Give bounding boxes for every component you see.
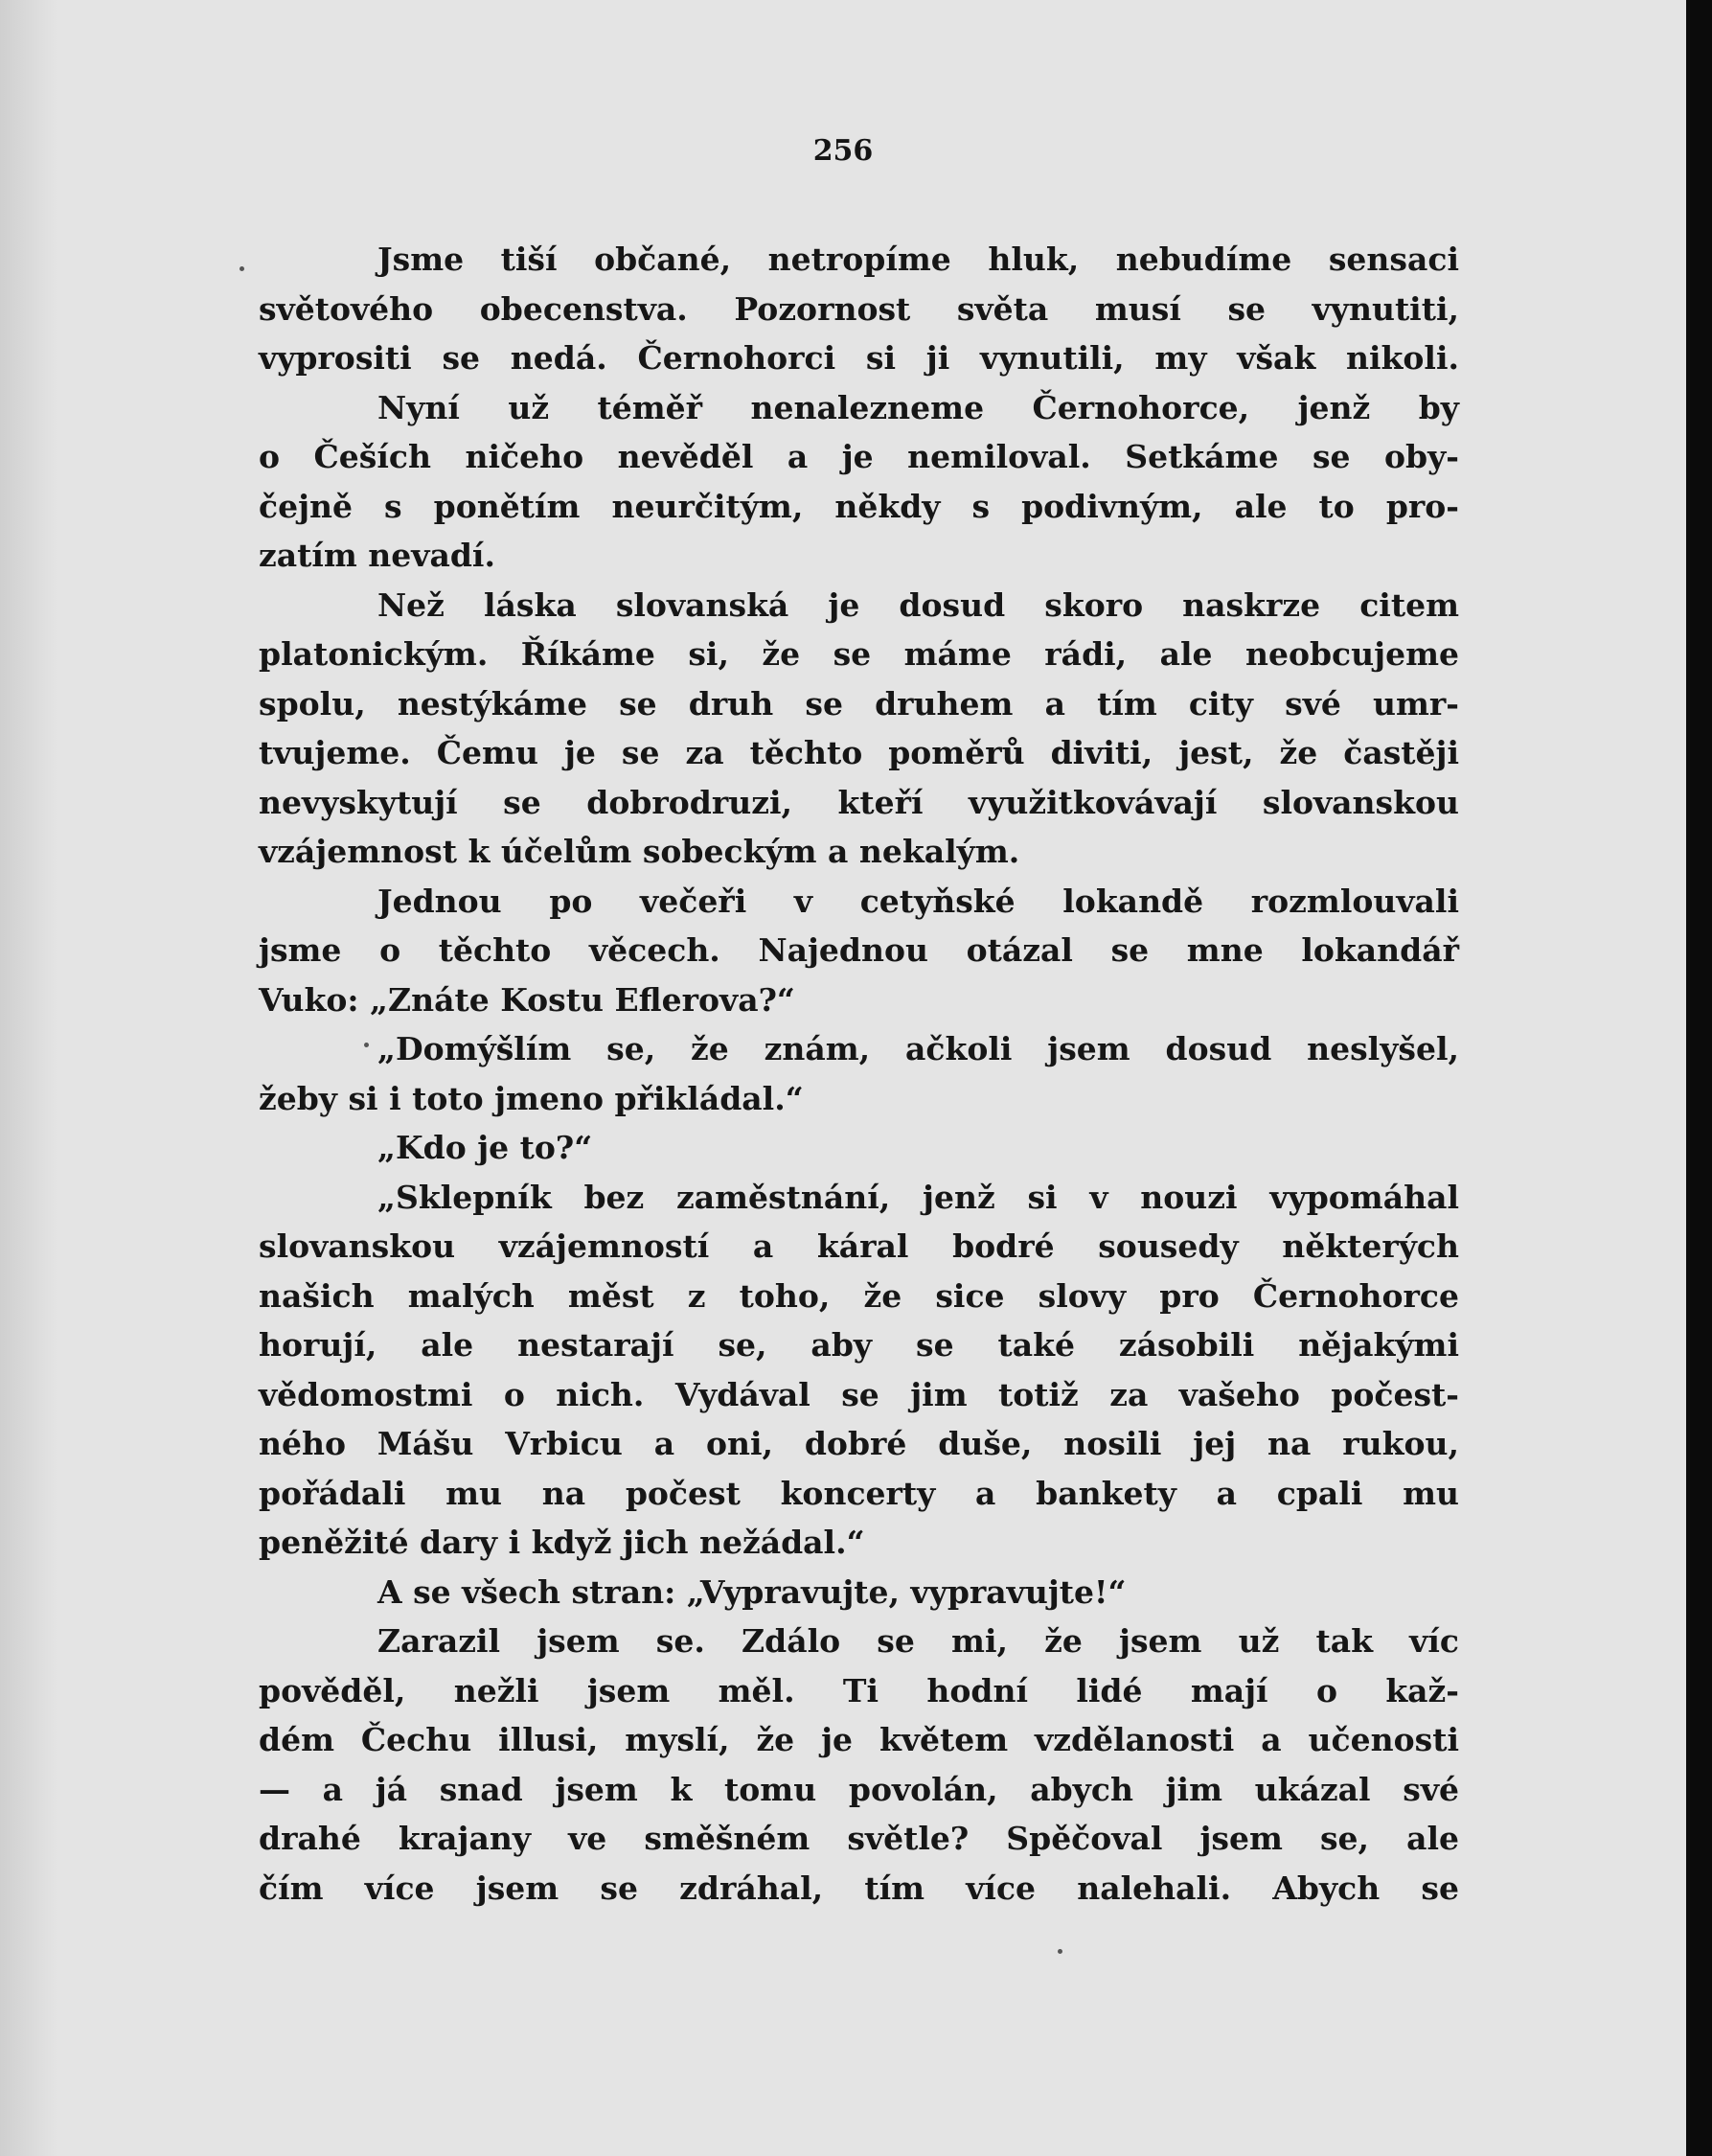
scan-border	[1686, 0, 1712, 2156]
text-line: Nyní už téměř nenalezneme Černohorce, jenž by	[377, 388, 1459, 426]
scan-speck	[1058, 1949, 1062, 1954]
text-line: Než láska slovanská je dosud skoro naskrze citem	[377, 585, 1459, 624]
scan-speck	[364, 1043, 369, 1047]
text-line: Zarazil jsem se. Zdálo se mi, že jsem už tak víc	[377, 1622, 1459, 1660]
text-line: vzájemnost k účelům sobeckým a nekalým.	[259, 833, 1020, 870]
text-line: našich malých měst z toho, že sice slovy pro Černohorce	[259, 1276, 1459, 1315]
text-line: „Sklepník bez zaměstnání, jenž si v nouzi vypomáhal	[377, 1178, 1459, 1216]
body-text	[259, 235, 1459, 1913]
text-line: světového obecenstva. Pozornost světa musí se vynutiti,	[259, 289, 1459, 328]
text-line: pověděl, nežli jsem měl. Ti hodní lidé mají o kaž-	[259, 1671, 1459, 1709]
text-line: peněžité dary i když jich nežádal.“	[259, 1524, 865, 1561]
text-line: platonickým. Říkáme si, že se máme rádi, ale neobcujeme	[259, 635, 1459, 673]
text-line: drahé krajany ve směšném světle? Spěčoval jsem se, ale	[259, 1820, 1459, 1857]
text-line: „Kdo je to?“	[377, 1129, 593, 1166]
text-line: horují, ale nestarají se, aby se také zásobili nějakými	[259, 1326, 1459, 1364]
text-line: vyprositi se nedá. Černohorci si ji vynutili, my však nikoli.	[259, 339, 1459, 377]
text-line: žeby si i toto jmeno přikládal.“	[259, 1079, 804, 1117]
text-line: vědomostmi o nich. Vydával se jim totiž za vašeho počest-	[259, 1375, 1459, 1413]
text-line: A se všech stran: „Vypravujte, vypravujte!“	[377, 1572, 1127, 1611]
text-line: čím více jsem se zdráhal, tím více nalehali. Abych se	[259, 1869, 1459, 1907]
text-line: spolu, nestýkáme se druh se druhem a tím city své umr-	[259, 684, 1459, 722]
text-line: Vuko: „Znáte Kostu Eflerova?“	[259, 980, 795, 1019]
text-line: jsme o těchto věcech. Najednou otázal se mne lokandář	[259, 931, 1459, 969]
text-line: tvujeme. Čemu je se za těchto poměrů diviti, jest, že častěji	[259, 734, 1459, 771]
text-line: — a já snad jsem k tomu povolán, abych jim ukázal své	[259, 1770, 1459, 1808]
text-line: slovanskou vzájemností a káral bodré sousedy některých	[259, 1227, 1459, 1265]
text-line: čejně s ponětím neurčitým, někdy s podivným, ale to pro-	[259, 487, 1459, 525]
text-line: dém Čechu illusi, myslí, že je květem vzdělanosti a učenosti	[259, 1721, 1459, 1758]
text-line: Jednou po večeři v cetyňské lokandě rozmlouvali	[377, 882, 1459, 920]
text-line: nevyskytují se dobrodruzi, kteří využitkovávají slovanskou	[259, 783, 1459, 821]
page-number: 256	[812, 134, 874, 168]
text-line: o Češích ničeho nevěděl a je nemiloval. Setkáme se oby-	[259, 438, 1459, 475]
text-line: pořádali mu na počest koncerty a bankety a cpali mu	[259, 1474, 1459, 1512]
text-line: zatím nevadí.	[259, 537, 495, 574]
text-line: Jsme tiší občané, netropíme hluk, nebudíme sensaci	[377, 241, 1459, 278]
scan-speck	[240, 266, 244, 271]
text-line: „Domýšlím se, že znám, ačkoli jsem dosud neslyšel,	[377, 1030, 1459, 1067]
text-line: ného Mášu Vrbicu a oni, dobré duše, nosili jej na rukou,	[259, 1425, 1459, 1462]
